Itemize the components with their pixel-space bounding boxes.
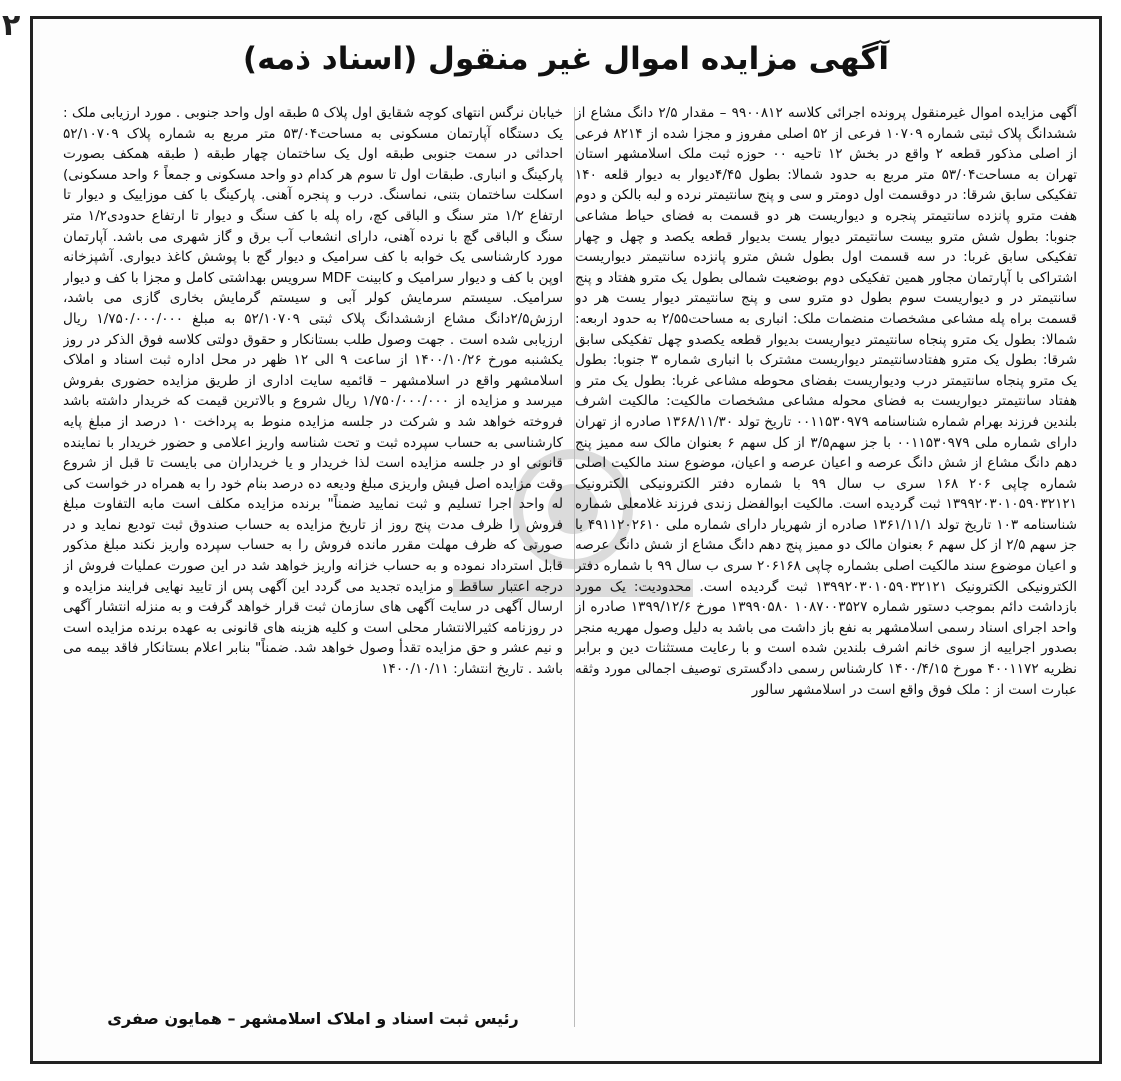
right-column-text: آگهی مزایده اموال غیرمنقول پرونده اجرائی کلاسه ۹۹۰۰۸۱۲ – مقدار ۲/۵ دانگ مشاع از ششدانگ پلاک ثبتی شماره ۱۰۷۰۹ فرعی از ۵۲ اصلی مفروز و مجزا شده از ۸۲۱۴ فرعی از اصلی مذکور قطعه ۲ واقع در بخش ۱۲ تاحیه ۰۰ حوزه ثبت ملک اسلامشهر استان تهران به مساحت۵۳/۰۴ متر مربع به حدود شمالا: بطول ۴/۴۵دیوار به دیوار قلعه ۱۴۰ تفکیکی سابق شرقا: در دوقسمت اول دومتر و سی و پنج سانتیمتر نرده و لبه بالکن و دوم هفت مترو پانزده سانتیمتر پنجره و دیواریست هر دو قسمت به فضای حیاط مشاعی جنوبا: بطول شش مترو بیست سانتیمتر دیوار یست بدیوار قطعه یکصد و چهل و چهار تفکیکی سابق غربا: در سه قسمت اول بطول شش مترو پانزده سانتیمتر دیواریست اشتراکی با آپارتمان مجاور همین تفکیکی دوم بوضعیت شمالی بطول یک مترو هفتاد و پنج سانتیمتر در و دیواریست سوم بطول دو مترو سی و پنج سانتیمتر دیوار یست هر دو قسمت براه پله مشاعی مشخصات منضمات ملک: انباری به مساحت۲/۵۵ به حدود اربعه: شمالا: بطول یک مترو پنجاه سانتیمتر دیواریست بدیوار قطعه یکصدو چهل تفکیکی سابق شرقا: بطول یک مترو هفتادسانتیمتر دیواریست مشترک با انباری شماره ۳ جنوبا: بطول یک مترو پنجاه سانتیمتر درب ودیواریست بفضای محوطه مشاعی غربا: بطول یک متر و هفتاد سانتیمتر دیواریست به فضای محوله مشاعی مشخصات مالکیت: مالکیت اشرف بلندین فرزند بهرام شماره شناسنامه ۰۰۱۱۵۳۰۹۷۹ تاریخ تولد ۱۳۶۸/۱۱/۳۰ صادره از تهران دارای شماره ملی ۰۰۱۱۵۳۰۹۷۹ با جز سهم۳/۵ از کل سهم ۶ بعنوان مالک سه ممیز پنج دهم دانگ مشاع از شش دانگ عرصه و اعیان عرصه و اعیان، موضوع سند مالکیت اصلی شماره چاپی ۲۰۶ ۱۶۸ سری ب سال ۹۹ با شماره دفتر الکترونیکی الکترونیک ۱۳۹۹۲۰۳۰۱۰۵۹۰۳۲۱۲۱ ثبت گردیده است. مالکیت ابوالفضل زندی فرزند غلامعلی شماره شناسنامه ۱۰۳ تاریخ تولد ۱۳۶۱/۱۱/۱ صادره از شهریار دارای شماره ملی ۴۹۱۱۲۰۲۶۱۰ با جز سهم ۲/۵ از کل سهم ۶ بعنوان مالک دو ممیز پنج دهم دانگ مشاع از شش دانگ عرصه و اعیان موضوع سند مالکیت اصلی بشماره چاپی ۲۰۶۱۶۸ سری ب سال ۹۹ با شماره دفتر الکترونیکی الکترونیک ۱۳۹۹۲۰۳۰۱۰۵۹۰۳۲۱۲۱ ثبت گردیده است. محدودیت: یک مورد بازداشت دائم بموجب دستور شماره ۱۰۸۷۰۰۳۵۲۷ ۱۳۹۹۰۵۸۰ مورخ ۱۳۹۹/۱۲/۶ صادره از واحد اجرای اسناد رسمی اسلامشهر به نفع باز داشت می باشد به دلیل وصول مهریه منجر بصدور اجراییه از سوی خانم اشرف بلندین شده است و با رعایت مستثنات دین و برابر نظریه ۴۰۰۱۱۷۲ مورخ ۱۴۰۰/۴/۱۵ کارشناس رسمی دادگستری توصیف اجمالی مورد وثقه عبارت است از : ملک فوق واقع است در اسلامشهر سالور — [575, 105, 1077, 698]
left-column-text: خیابان نرگس انتهای کوچه شقایق اول پلاک ۵ طبقه اول واحد جنوبی . مورد ارزیابی ملک : یک دستگاه آپارتمان مسکونی به مساحت۵۳/۰۴ متر مربع به شماره پلاک ۵۲/۱۰۷۰۹ احداثی در سمت جنوبی طبقه اول یک ساختمان چهار طبقه ( طبقه همکف بصورت پارکینگ و انباری. طبقات اول تا سوم هر کدام دو واحد مسکونی و جمعاً ۶ واحد مسکونی) اسکلت ساختمان بتنی، نماسنگ. درب و پنجره آهنی. پارکینگ با کف موزاییک و دیوار تا ارتفاع ۱/۲ متر سنگ و الباقی کچ، راه پله با کف سنگ و دیوار تا ارتفاع حدودی۱/۲ متر سنگ و الباقی گچ با نرده آهنی، دارای انشعاب آب برق و گاز شهری می باشد. آپارتمان مورد کارشناسی یک خوابه با کف سرامیک و دیوار گچ با پوشش کاغذ دیواری. آشپزخانه اوپن با کف و دیوار سرامیک و کابینت MDF سرویس بهداشتی کامل و مجزا با کف و دیوار سرامیک. سیستم سرمایش کولر آبی و سیستم گرمایش بخاری گازی می باشد، ارزش۲/۵دانگ مشاع ازششدانگ پلاک ثبتی ۵۲/۱۰۷۰۹ به مبلغ ۱/۷۵۰/۰۰۰/۰۰۰ ریال ارزیابی شده است . جهت وصول طلب بستانکار و حقوق دولتی کلاسه فوق الذکر در روز یکشنبه مورخ ۱۴۰۰/۱۰/۲۶ از ساعت ۹ الی ۱۲ ظهر در محل اداره ثبت اسناد و املاک اسلامشهر واقع در اسلامشهر – قائمیه سایت اداری از طریق مزایده حضوری بفروش میرسد و مزایده از ۱/۷۵۰/۰۰۰/۰۰۰ ریال شروع و بالاترین قیمت که خریدار داشته باشد فروخته خواهد شد و شرکت در جلسه مزایده منوط به پرداخت ۱۰ درصد از مبلغ پایه کارشناسی به حساب سپرده ثبت و تحت شناسه واریز اعلامی و حضور خریدار با نماینده قانونی او در جلسه مزایده است لذا خریدار و یا خریداران می بایست تا قبل از شروع وقت مزایده اصل فیش واریزی مبلغ ودیعه ده درصد بنام خود را به همراه در خواست کی له واحد اجرا تسلیم و ثبت نمایید ضمناً" برنده مزایده مکلف است مابه التفاوت مبلغ فروش را ظرف مدت پنج روز از تاریخ مزایده به حساب صندوق ثبت تودیع نماید و در صورتی که ظرف مهلت مقرر مانده فروش را به حساب سپرده واریز نکند مبلغ مذکور قابل استرداد نموده و به حساب خزانه واریز خواهد شد در این صورت عملیات فروش از درجه اعتبار ساقط و مزایده تجدید می گردد این آگهی پس از تایید نهایی فرایند مزایده و ارسال آگهی در سایت آگهی های سازمان ثبت قرار خواهد گرفت و به منزله انتشار آگهی در روزنامه کثیرالانتشار محلی است و کلیه هزینه های قانونی به عهده برنده مزایده است و نیم عشر و حق مزایده تقدأ وصول خواهد شد. ضمناً" بنابر اعلام بستانکار فاقد بیمه می باشد . تاریخ انتشار: ۱۴۰۰/۱۰/۱۱ — [63, 105, 563, 678]
notice-title: آگهی مزایده اموال غیر منقول (اسناد ذمه) — [242, 41, 890, 77]
notice-body-right-column — [575, 103, 1077, 1043]
notice-body-left-column — [63, 103, 563, 933]
signature-line: رئیس ثبت اسناد و املاک اسلامشهر – همایون صفری — [107, 1009, 519, 1028]
notice-frame — [30, 16, 1102, 1064]
margin-handwritten-mark: ۲ — [2, 8, 21, 43]
